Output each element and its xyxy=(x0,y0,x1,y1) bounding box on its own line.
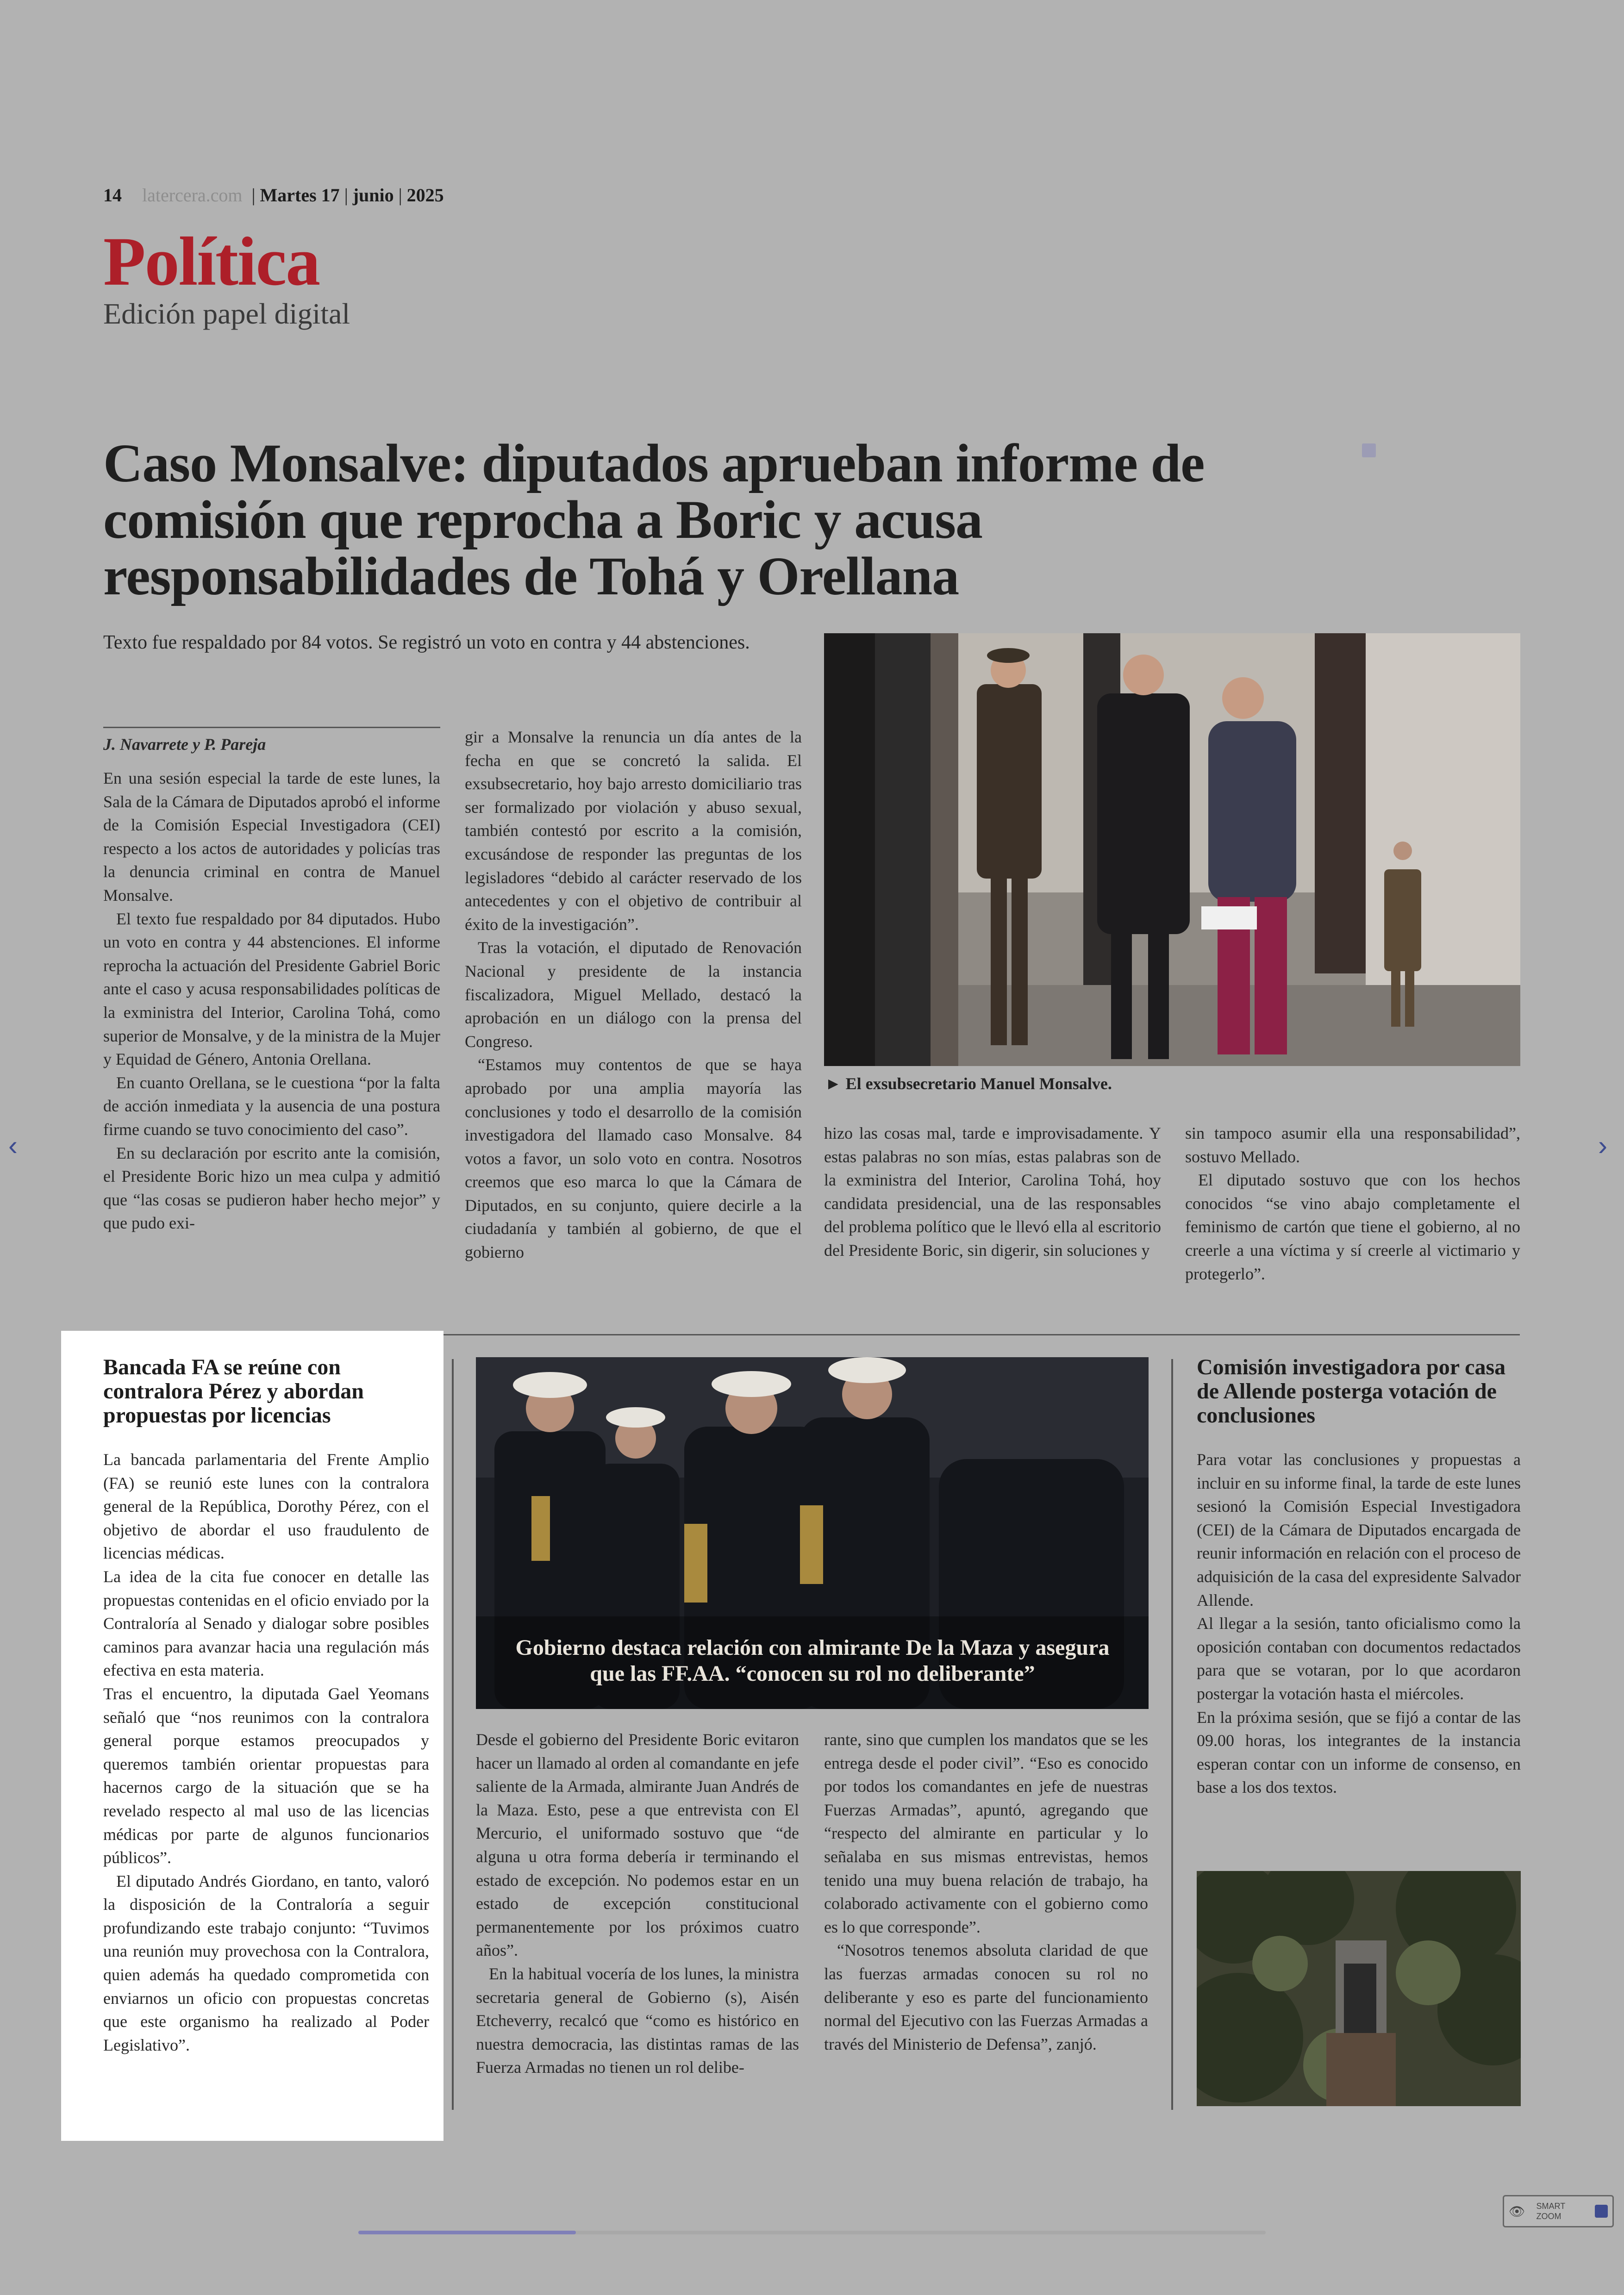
paragraph: Al llegar a la sesión, tanto oficialismo como la oposición contaban con documentos redactados para que se votaran, por lo que acordaron postergar la votación hasta el miércoles. xyxy=(1197,1614,1521,1703)
main-photo xyxy=(824,633,1520,1066)
page-progress-fill xyxy=(358,2231,576,2234)
column-rule-left xyxy=(452,1359,454,2110)
center-column-a xyxy=(476,1728,799,2079)
page-number: 14 xyxy=(103,185,122,206)
paragraph: Tras la votación, el diputado de Renovación Nacional y presidente de la instancia fiscalizadora, Miguel Mellado, destacó la aprobación en un diálogo con la prensa del Congreso. xyxy=(465,938,802,1051)
right-photo-illustration xyxy=(1197,1871,1521,2106)
corner-marker xyxy=(1362,443,1376,457)
date-day: Martes 17 xyxy=(260,185,340,206)
main-photo-illustration xyxy=(824,633,1520,1066)
paragraph: La bancada parlamentaria del Frente Amplio (FA) se reunió este lunes con la contralora general de la República, Dorothy Pérez, con el objetivo de abordar el uso fraudulento de licencias médicas. xyxy=(103,1450,429,1563)
main-column-1 xyxy=(103,767,440,1235)
main-column-2 xyxy=(465,725,802,1264)
paragraph: El diputado sostuvo que con los hechos conocidos “se vino abajo completamente el feminismo de cartón que tiene el gobierno, al no creerle a una víctima y sí creerle al victimario y protegerlo”. xyxy=(1185,1171,1520,1283)
center-column-b xyxy=(824,1728,1148,2056)
site-name: latercera.com xyxy=(142,185,243,206)
smart-zoom-label: ZOOM xyxy=(1536,2212,1562,2221)
center-photo-title: Gobierno destaca relación con almirante De la Maza y asegura que las FF.AA. “conocen su rol no deliberante” xyxy=(515,1635,1110,1686)
paragraph: “Estamos muy contentos de que se haya aprobado por una amplia mayoría las conclusiones y todo el desarrollo de la comisión investigadora del llamado caso Monsalve. 84 votos a favor, un solo voto en contra. Nosotros creemos que eso marca lo que la Cámara de Diputados, en su conjunto, quiere decirle a la ciudadanía y también al gobierno, de que el gobierno xyxy=(465,1055,802,1262)
right-photo xyxy=(1197,1871,1521,2106)
photo-caption: ► El exsubsecretario Manuel Monsalve. xyxy=(825,1074,1112,1093)
paragraph: “Nosotros tenemos absoluta claridad de que las fuerzas armadas conocen su rol no deliberante y eso es parte del funcionamiento normal del Ejecutivo con las Fuerzas Armadas a través del Ministerio de Defensa”, zanjó. xyxy=(824,1941,1148,2053)
section-subtitle: Edición papel digital xyxy=(103,297,350,330)
paragraph: En cuanto Orellana, se le cuestiona “por la falta de acción inmediata y la ausencia de una postura firme cuando se tuvo conocimiento del caso”. xyxy=(103,1073,440,1139)
left-story-body xyxy=(103,1448,429,2057)
paragraph: En una sesión especial la tarde de este lunes, la Sala de la Cámara de Diputados aprobó el informe de la Comisión Especial Investigadora (CEI) respecto a los actos de autoridades y policías tras la denuncia criminal en contra de Manuel Monsalve. xyxy=(103,769,440,904)
smart-zoom-label: SMART xyxy=(1536,2201,1566,2211)
left-story-title: Bancada FA se reúne con contralora Pérez y abordan propuestas por licencias xyxy=(103,1355,364,1428)
main-column-4 xyxy=(1185,1122,1520,1285)
page-header: 14 latercera.com | Martes 17 | junio | 2025 xyxy=(103,185,444,206)
date-year: 2025 xyxy=(406,185,444,206)
paragraph: En la habitual vocería de los lunes, la ministra secretaria general de Gobierno (s), Aisén Etcheverry, recalcó que “como es histórico en nuestra democracia, las distintas ramas de las Fuerza Armadas no tienen un rol delibe- xyxy=(476,1964,799,2077)
paragraph: Tras el encuentro, la diputada Gael Yeomans señaló que “nos reunimos con la contralora general porque estamos preocupados y queremos también orientar propuestas para hacernos cargo de la situación que se ha revelado respecto al mal uso de las licencias médicas por parte de algunos funcionarios públicos”. xyxy=(103,1684,429,1867)
main-headline: Caso Monsalve: diputados aprueban informe de comisión que reprocha a Boric y acusa responsabilidades de Tohá y Orellana xyxy=(103,433,1205,606)
main-dek: Texto fue respaldado por 84 votos. Se registró un voto en contra y 44 abstenciones. xyxy=(103,632,750,653)
right-story-title: Comisión investigadora por casa de Allende posterga votación de conclusiones xyxy=(1197,1355,1506,1428)
zoom-icon xyxy=(1595,2205,1608,2218)
smart-zoom-button[interactable] xyxy=(1503,2195,1614,2227)
column-rule-right xyxy=(1171,1359,1173,2110)
paragraph: La idea de la cita fue conocer en detalle las propuestas contenidas en el oficio enviado por la Contraloría al Senado y dialogar sobre posibles caminos para avanzar hacia una regulación más efectiva en esta materia. xyxy=(103,1567,429,1680)
paragraph: sin tampoco asumir ella una responsabilidad”, sostuvo Mellado. xyxy=(1185,1124,1520,1166)
next-page-button[interactable] xyxy=(1598,1129,1617,1162)
byline: J. Navarrete y P. Pareja xyxy=(103,727,440,754)
paragraph: gir a Monsalve la renuncia un día antes de la fecha en que se concretó la salida. El exsubsecretario, hoy bajo arresto domiciliario tras ser formalizado por violación y abuso sexual, también contestó por escrito a la comisión, excusándose de responder las preguntas de los legisladores “debido al carácter reservado de los antecedentes y con el objetivo de contribuir al éxito de la investigación”. xyxy=(465,728,802,934)
main-column-3 xyxy=(824,1122,1161,1262)
right-story-body xyxy=(1197,1448,1521,1799)
date-month: junio xyxy=(352,185,394,206)
eye-icon: 👁 xyxy=(1509,2204,1525,2219)
chevron-right-icon: › xyxy=(1598,1130,1607,1161)
paragraph: hizo las cosas mal, tarde e improvisadamente. Y estas palabras no son mías, estas palabras son de la exministra del Interior, Carolina Tohá, hoy candidata presidencial, una de las responsables del problema político que le llevó ella al escritorio del Presidente Boric, sin digerir, sin soluciones y xyxy=(824,1124,1161,1260)
paragraph: En la próxima sesión, que se fijó a contar de las 09.00 horas, los integrantes de la instancia esperan contar con un informe de consenso, en base a los dos textos. xyxy=(1197,1708,1521,1797)
paragraph: El diputado Andrés Giordano, en tanto, valoró la disposición de la Contraloría a seguir profundizando este trabajo conjunto: “Tuvimos una reunión muy provechosa con la Contralora, quien además ha quedado comprometida con enviarnos un oficio con propuestas concretas que este organismo ha realizado al Poder Legislativo”. xyxy=(103,1871,429,2054)
prev-page-button[interactable] xyxy=(8,1129,27,1162)
paragraph: En su declaración por escrito ante la comisión, el Presidente Boric hizo un mea culpa y admitió que “las cosas se pudieron haber hecho mejor” y que pudo exi- xyxy=(103,1143,440,1233)
paragraph: rante, sino que cumplen los mandatos que se les entrega desde el poder civil”. “Eso es conocido por todos los comandantes en jefe de nuestras Fuerzas Armadas”, apuntó, agregando que “respecto del almirante en particular y lo señalaba en sus mismas entrevistas, hemos tenido una muy buena relación de trabajo, ha colaborado activamente con el gobierno como es lo que corresponde”. xyxy=(824,1730,1148,1936)
paragraph: El texto fue respaldado por 84 diputados. Hubo un voto en contra y 44 abstenciones. El informe reprocha la actuación del Presidente Gabriel Boric ante el caso y acusa responsabilidades políticas de la exministra del Interior, Carolina Tohá, como superior de Monsalve, y de la ministra de la Mujer y Equidad de Género, Antonia Orellana. xyxy=(103,909,440,1069)
section-title: Política xyxy=(103,223,320,300)
paragraph: Desde el gobierno del Presidente Boric evitaron hacer un llamado al orden al comandante en jefe saliente de la Armada, almirante Juan Andrés de la Maza. Esto, pese a que entrevista con El Mercurio, el uniformado sostuvo que “de alguna u otra forma debería ir terminando el estado de excepción. No podemos estar en un estado de excepción constitucional permanentemente por los próximos cuatro años”. xyxy=(476,1730,799,1960)
paragraph: Para votar las conclusiones y propuestas a incluir en su informe final, la tarde de este lunes sesionó la Comisión Especial Investigadora (CEI) de la Cámara de Diputados encargada de reunir información en relación con el proceso de adquisición de la casa del expresidente Salvador Allende. xyxy=(1197,1450,1521,1609)
chevron-left-icon: ‹ xyxy=(8,1130,18,1161)
